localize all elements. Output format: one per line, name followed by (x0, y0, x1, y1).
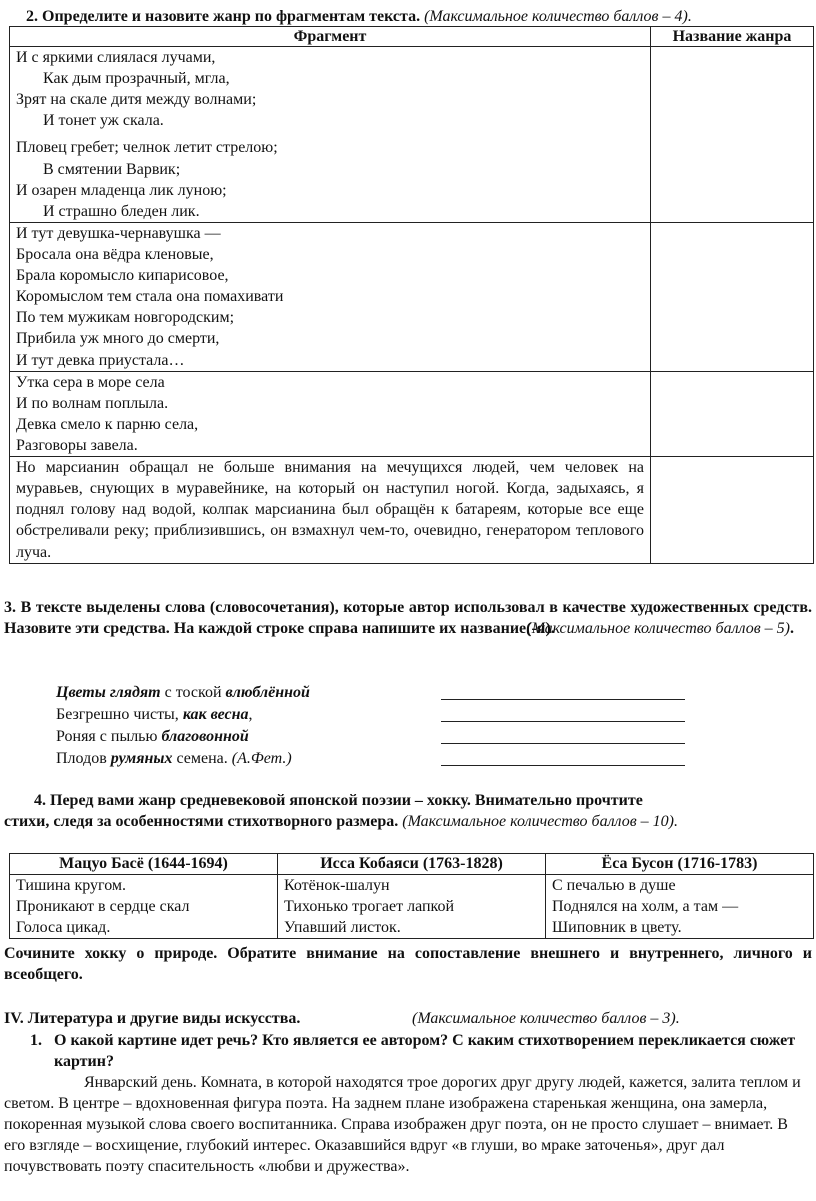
table-row (10, 222, 814, 371)
haiku-cell: Тишина кругом. Проникают в сердце скал Голоса цикад. (10, 875, 278, 939)
genre-answer-cell[interactable] (651, 371, 814, 456)
fragment-cell: Утка сера в море села И по волнам поплыла. Девка смело к парню села, Разговоры завела. (10, 371, 651, 456)
answer-line[interactable] (441, 743, 685, 744)
prose-fragment-cell: Но марсианин обращал не больше внимания на мечущихся людей, чем человек на муравьев, снующих в муравейнике, на который он наступил ногой. Когда, задыхаясь, я поднял голову над водой, колпак марсианина был обращён к батареям, которые все еще обстреливали реку; приблизившись, он взмахнул чем-то, очевидно, генератором теплового луча. (10, 457, 651, 564)
poet-name: Исса Кобаяси (1763-1828) (278, 854, 546, 875)
table-row (10, 371, 814, 456)
col-genre-header: Название жанра (651, 27, 814, 47)
task3-heading: 3. В тексте выделены слова (словосочетания), которые автор использовал в качестве художественных средств. Назовите эти средства. На каждой строке справа напишите их название(-я). (Максимальное количество баллов – 5). (4, 597, 812, 639)
genre-answer-cell[interactable] (651, 457, 814, 564)
table-row (10, 457, 814, 564)
task4-heading: 4. Перед вами жанр средневековой японской поэзии – хокку. Внимательно прочтите стихи, следя за особенностями стихотворного размера. (Максимальное количество баллов – 10). (4, 792, 678, 831)
table-row (10, 47, 814, 223)
genre-answer-cell[interactable] (651, 47, 814, 223)
fragment-cell: И тут девушка-чернавушка — Бросала она вёдра кленовые, Брала коромысло кипарисовое, Коромыслом тем стала она помахивати По тем мужикам новгородским; Прибила уж много до смерти, И тут девка приустала… (10, 222, 651, 371)
haiku-cell: Котёнок-шалун Тихонько трогает лапкой Упавший листок. (278, 875, 546, 939)
genre-table (9, 26, 814, 564)
table-row (10, 875, 814, 939)
answer-line[interactable] (441, 765, 685, 766)
poet-name: Ёса Бусон (1716-1783) (546, 854, 814, 875)
compose-haiku-instruction: Сочините хокку о природе. Обратите внимание на сопоставление внешнего и внутреннего, личного и всеобщего. (4, 945, 812, 984)
section4-heading: IV. Литература и другие виды искусства. (Максимальное количество баллов – 3). (4, 1010, 680, 1027)
haiku-table (9, 853, 814, 939)
haiku-cell: С печалью в душе Поднялся на холм, а там — Шиповник в цвету. (546, 875, 814, 939)
painting-description: Январский день. Комната, в которой находятся трое дорогих друг другу людей, кажется, залита теплом и светом. В центре – вдохновенная фигура поэта. На заднем плане изображена старенькая женщина, она замерла, покоренная музыкой слова своего воспитанника. Справа изображен друг поэта, он не просто слушает – внимает. В его взгляде – восхищение, глубокий интерес. Оказавшийся вдруг «в глуши, во мраке заточенья», друг дал почувствовать поэту спасительность «любви и дружества». (4, 1074, 801, 1176)
answer-line[interactable] (441, 721, 685, 722)
poet-name: Мацуо Басё (1644-1694) (10, 854, 278, 875)
task3-points: (Максимальное количество баллов – 5). (526, 620, 794, 638)
task2-heading: 2. Определите и назовите жанр по фрагментам текста. (Максимальное количество баллов – 4). (26, 8, 692, 25)
answer-line[interactable] (441, 699, 685, 700)
genre-answer-cell[interactable] (651, 222, 814, 371)
col-fragment-header: Фрагмент (10, 27, 651, 47)
section4-question: 1. О какой картине идет речь? Кто является ее автором? С каким стихотворением перекликается сюжет картин? (30, 1032, 796, 1071)
fet-poem: Цветы глядят с тоской влюблённой Безгрешно чисты, как весна, Роняя с пылью благовонной Плодов румяных семена. (А.Фет.) (56, 684, 310, 767)
fragment-cell: И с яркими слиялася лучами, Как дым прозрачный, мгла, Зрят на скале дитя между волнами; И тонет уж скала. Пловец гребет; челнок летит стрелою; В смятении Варвик; И озарен младенца лик луною; И страшно бледен лик. (10, 47, 651, 223)
